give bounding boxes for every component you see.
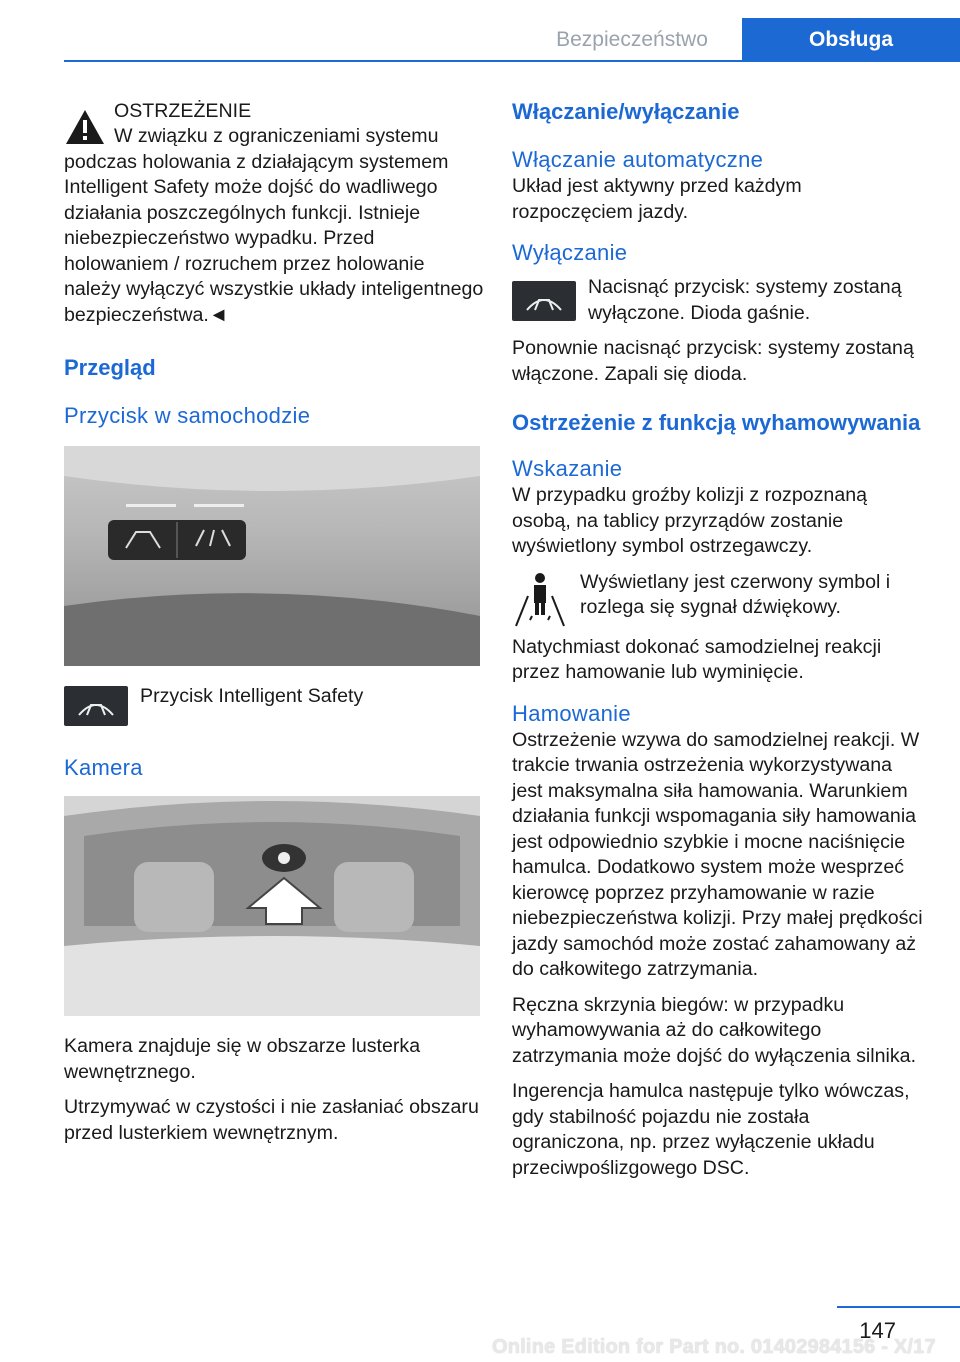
brake-warning-heading: Ostrzeżenie z funkcją wyhamowywania (512, 410, 921, 435)
auto-heading: Włączanie automatyczne (512, 147, 764, 172)
button-caption: Przycisk Intelligent Safety (140, 685, 364, 707)
header-rule (64, 60, 960, 62)
page-number: 147 (859, 1318, 896, 1343)
braking-text-2: Ręczna skrzynia biegów: w przypadku wyhamowywania aż do całkowitego zatrzymania może dojść do wyłączenia silnika. (512, 993, 917, 1067)
symbol-text: Wyświetlany jest czerwony symbol i rozlega się sygnał dźwiękowy. (580, 570, 891, 618)
display-text: W przypadku groźby kolizji z rozpoznaną osobą, na tablicy przyrządów zostanie wyświetlony symbol ostrzegawczy. (512, 484, 868, 557)
button-legend (64, 686, 484, 726)
camera-text-2: Utrzymywać w czystości i nie zasłaniać obszaru przed lusterkiem wewnętrznym. (64, 1096, 479, 1144)
right-column (512, 98, 926, 1191)
camera-photo (64, 796, 480, 1016)
tab-safety[interactable]: Bezpieczeństwo (542, 18, 722, 62)
off-text: Nacisnąć przycisk: systemy zostaną wyłączone. Dioda gaśnie. (588, 276, 902, 324)
camera-heading: Kamera (64, 755, 143, 780)
braking-text-1: Ostrzeżenie wzywa do samodzielnej reakcji. W trakcie trwania ostrzeżenia wykorzystywana jest maksymalna siła hamowania. Warunkiem działania funkcji wspomagania siły hamowania jest odpowiednio szybkie i mocne naciśnięcie hamulca. Dodatkowo system może wesprzeć kierowcę poprzez przyhamowanie w razie niebezpieczeństwa kolizji. Przy małej prędkości jazdy samochód może zostać zahamowany aż do całkowitego zatrzymania. (512, 728, 923, 980)
intelligent-safety-button-icon (64, 686, 128, 726)
warning-text: W związku z ograniczeniami systemu podczas holowania z działającym systemem Intelligent Safety może dojść do wadliwego działania poszczególnych funkcji. Istnieje niebezpieczeństwo wypadku. Przed holowaniem / rozruchem przez holowanie należy wyłączyć wszystkie układy inteligentnego bezpieczeństwa.◄ (64, 125, 484, 326)
overview-heading: Przegląd (64, 355, 156, 380)
on-again-text: Ponownie nacisnąć przycisk: systemy zostaną włączone. Zapali się dioda. (512, 337, 914, 385)
camera-text-1: Kamera znajduje się w obszarze lusterka wewnętrznego. (64, 1035, 421, 1083)
tab-operation[interactable]: Obsługa (742, 18, 960, 62)
braking-text-3: Ingerencja hamulca następuje tylko wówczas, gdy stabilność pojazdu nie została ograniczona, np. przez wyłączenie układu przeciwpoślizgowego DSC. (512, 1080, 910, 1179)
off-instruction (512, 275, 926, 336)
button-photo (64, 446, 480, 666)
edition-watermark: Online Edition for Part no. 01402984156 - X/17 (492, 1336, 936, 1358)
warning-block (64, 98, 484, 328)
braking-heading: Hamowanie (512, 700, 631, 726)
display-heading: Wskazanie (512, 456, 623, 481)
page-header (0, 0, 960, 62)
onoff-heading: Włączanie/wyłączanie (512, 99, 740, 124)
warning-title: OSTRZEŻENIE (114, 100, 252, 122)
windshield-illustration (64, 796, 480, 1016)
react-text: Natychmiast dokonać samodzielnej reakcji przez hamowanie lub wyminięcie. (512, 635, 882, 683)
button-heading: Przycisk w samochodzie (64, 403, 311, 428)
left-column (64, 98, 484, 1156)
warning-symbol-row (512, 570, 926, 631)
warning-triangle-icon (64, 108, 106, 146)
footer-rule (837, 1306, 960, 1308)
off-heading: Wyłączanie (512, 240, 628, 265)
pedestrian-warning-icon (512, 570, 568, 628)
auto-text: Układ jest aktywny przed każdym rozpoczęciem jazdy. (512, 175, 802, 223)
console-illustration (64, 446, 480, 666)
intelligent-safety-button-icon (512, 281, 576, 321)
